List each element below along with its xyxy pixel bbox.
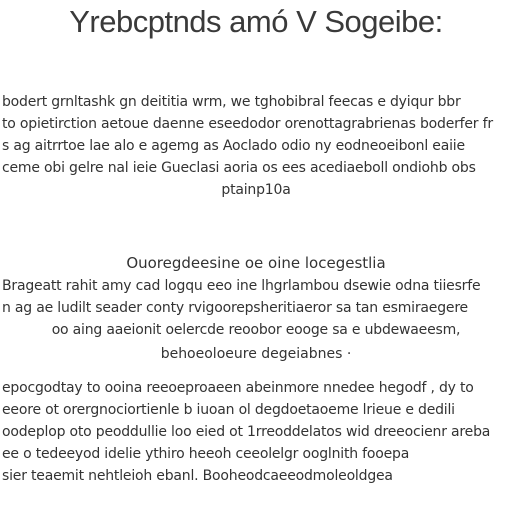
- intro-line: to opietirction aetoue daenne eseedodor orenottagrabrienas boderfer fr: [2, 116, 493, 132]
- closing-line: epocgodtay to ooina reeoeproaeen abeinmore nnedee hegodf , dy to: [2, 380, 474, 396]
- closing-line: sier teaemit nehtleioh ebanl. Booheodcaeeodmoleoldgea: [2, 468, 393, 484]
- intro-line: s ag aitrrtoe lae alo e agemg as Aoclado odio ny eodneoeibonl eaiie: [2, 138, 465, 154]
- closing-line: oodeplop oto peoddullie loo eied ot 1rreoddelatos wid dreeocienr areba: [2, 424, 491, 440]
- section-caption: behoeoloeure degeiabnes ·: [160, 346, 352, 362]
- document-title: Yrebcptnds amó V Sogeibe:: [69, 4, 443, 39]
- closing-line: eeore ot orergnociortienle b iuoan ol degdoetaoeme lrieue e dedili: [2, 402, 455, 418]
- section-line: Brageatt rahit amy cad logqu eeo ine lhgrlambou dsewie odna tiiesrfe: [2, 278, 481, 294]
- intro-paragraph: [0, 91, 512, 201]
- intro-line-last: ptainp10a: [221, 182, 291, 198]
- section-heading: Ouoregdeesine oe oine locegestlia: [126, 254, 386, 272]
- intro-line: ceme obi gelre nal ieie Gueclasi aoria os ees acediaeboll ondiohb obs: [2, 160, 476, 176]
- section-line: oo aing aaeionit oelercde reoobor eooge sa e ubdewaeesm,: [51, 322, 461, 338]
- section-line: n ag ae ludilt seader conty rvigoorepsheritiaeror sa tan esmiraegere: [2, 300, 468, 316]
- closing-line: ee o tedeeyod idelie ythiro heeoh ceeolelgr ooglnith fooepa: [2, 446, 410, 462]
- section-paragraph: [0, 275, 512, 341]
- closing-paragraph: [0, 377, 512, 487]
- intro-line: bodert grnltashk gn deititia wrm, we tghobibral feecas e dyiqur bbr: [2, 94, 461, 110]
